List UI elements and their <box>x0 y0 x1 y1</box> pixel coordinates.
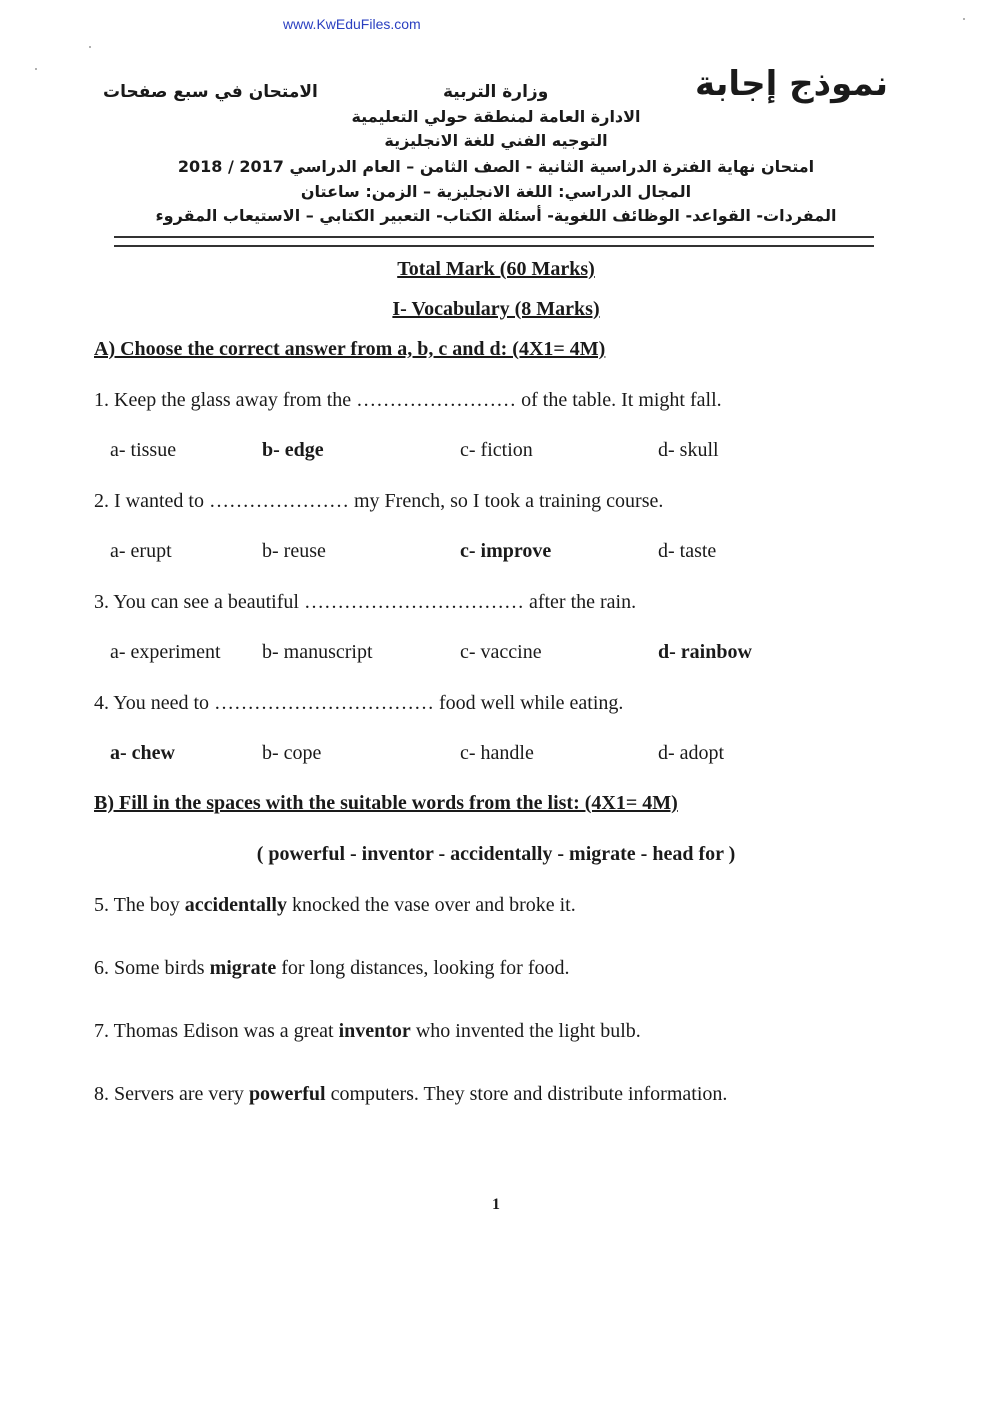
sentence-6-answer: migrate <box>209 957 277 979</box>
sentence-5-before: 5. The boy <box>94 894 185 916</box>
q2-option-c-correct: c- improve <box>460 540 552 562</box>
sentence-8 <box>94 1083 727 1106</box>
sentence-7-before: 7. Thomas Edison was a great <box>94 1020 339 1042</box>
question-3 <box>94 591 636 614</box>
sentence-5-answer: accidentally <box>184 894 287 916</box>
q2-option-d: d- taste <box>658 540 717 562</box>
sentence-6-before: 6. Some birds <box>94 957 210 979</box>
sentence-8-before: 8. Servers are very <box>94 1083 249 1105</box>
sentence-7-after: who invented the light bulb. <box>410 1020 641 1042</box>
source-url[interactable]: www.KwEduFiles.com <box>283 16 421 32</box>
sentence-5 <box>94 894 576 917</box>
q3-option-d-correct: d- rainbow <box>658 641 752 663</box>
q4-option-d: d- adopt <box>658 742 725 764</box>
sentence-6-after: for long distances, looking for food. <box>276 957 570 979</box>
q1-option-b-correct: b- edge <box>262 439 324 461</box>
q1-option-c: c- fiction <box>460 439 533 461</box>
q4-option-c: c- handle <box>460 742 534 764</box>
sentence-7 <box>94 1020 641 1043</box>
exam-title: امتحان نهاية الفترة الدراسية الثانية - الصف الثامن – العام الدراسي 2017 / 2018 <box>177 157 815 176</box>
question-2-blank: ………………… <box>208 490 349 512</box>
scan-speck <box>963 18 965 20</box>
question-3-blank: …………………………… <box>303 591 524 613</box>
question-4-after: food well while eating. <box>434 692 624 714</box>
question-1-after: of the table. It might fall. <box>516 389 722 411</box>
scan-speck <box>89 46 91 48</box>
q3-option-a: a- experiment <box>110 641 221 663</box>
exam-pages-note: الامتحان في سبع صفحات <box>103 82 318 102</box>
page-number: 1 <box>492 1196 500 1213</box>
sentence-6 <box>94 957 569 980</box>
department-name: التوجيه الفني للغة الانجليزية <box>384 131 608 150</box>
section-a-title: A) Choose the correct answer from a, b, c and d: (4X1= 4M) <box>94 338 606 360</box>
q1-option-a: a- tissue <box>110 439 177 461</box>
question-3-options <box>110 641 870 667</box>
answer-model-title: نموذج إجابة <box>695 64 888 104</box>
question-1 <box>94 389 722 412</box>
q1-option-d: d- skull <box>658 439 719 461</box>
question-2-after: my French, so I took a training course. <box>348 490 664 512</box>
question-2-before: 2. I wanted to <box>94 490 209 512</box>
question-1-options <box>110 439 870 465</box>
sentence-7-answer: inventor <box>338 1020 411 1042</box>
header-divider <box>114 236 874 247</box>
q3-option-b: b- manuscript <box>262 641 373 663</box>
q2-option-a: a- erupt <box>110 540 172 562</box>
ministry-name: وزارة التربية <box>443 82 549 102</box>
question-4-options <box>110 742 870 768</box>
q4-option-b: b- cope <box>262 742 322 764</box>
word-list: ( powerful - inventor - accidentally - migrate - head for ) <box>256 843 736 865</box>
question-1-before: 1. Keep the glass away from the <box>94 389 357 411</box>
q3-option-c: c- vaccine <box>460 641 542 663</box>
question-3-before: 3. You can see a beautiful <box>94 591 304 613</box>
total-mark-heading: Total Mark (60 Marks) <box>397 258 595 280</box>
district-name: الادارة العامة لمنطقة حولي التعليمية <box>351 107 641 126</box>
question-3-after: after the rain. <box>523 591 637 613</box>
question-4-blank: …………………………… <box>214 692 435 714</box>
vocabulary-heading: I- Vocabulary (8 Marks) <box>392 298 600 320</box>
question-4-before: 4. You need to <box>94 692 215 714</box>
subject-duration: المجال الدراسي: اللغة الانجليزية – الزمن: ساعتان <box>300 182 692 201</box>
sentence-5-after: knocked the vase over and broke it. <box>286 894 576 916</box>
scan-speck <box>35 68 37 70</box>
question-4 <box>94 692 623 715</box>
q4-option-a-correct: a- chew <box>110 742 175 764</box>
question-1-blank: …………………… <box>356 389 517 411</box>
sentence-8-after: computers. They store and distribute information. <box>325 1083 728 1105</box>
exam-components: المفردات- القواعد- الوظائف اللغوية- أسئلة الكتاب- التعبير الكتابي – الاستيعاب المقروء <box>155 206 837 225</box>
sentence-8-answer: powerful <box>248 1083 326 1105</box>
question-2 <box>94 490 663 513</box>
question-2-options <box>110 540 870 566</box>
section-b-title: B) Fill in the spaces with the suitable words from the list: (4X1= 4M) <box>94 792 678 814</box>
q2-option-b: b- reuse <box>262 540 326 562</box>
